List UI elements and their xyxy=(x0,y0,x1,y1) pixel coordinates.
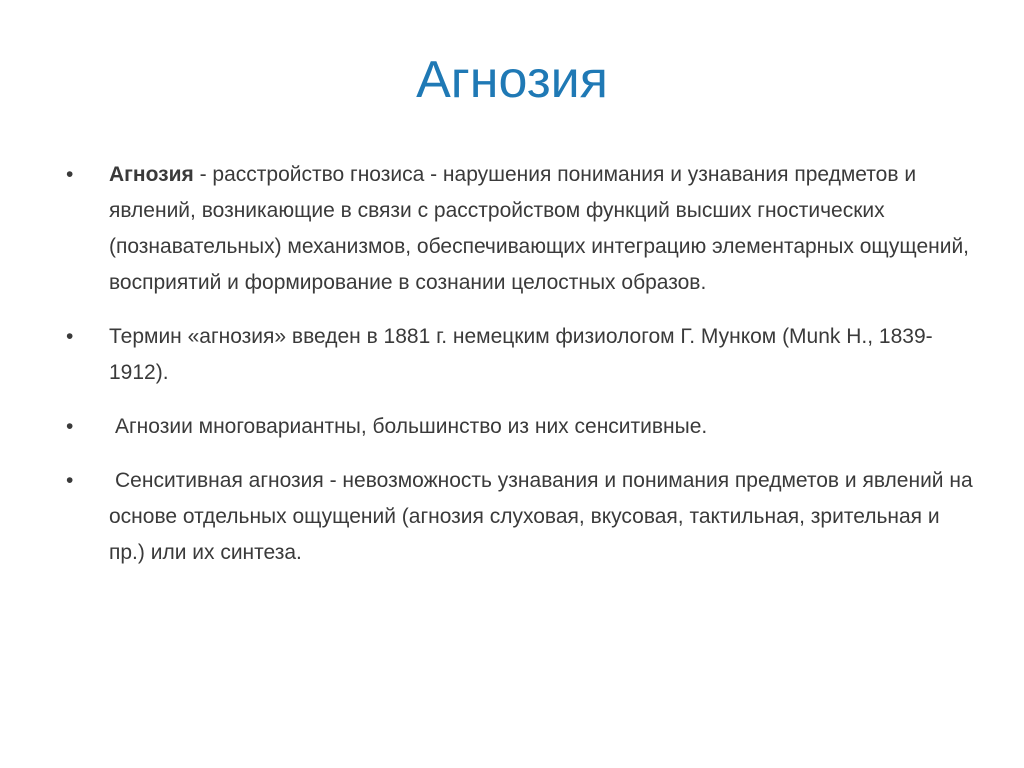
bullet-item-sensitive xyxy=(66,463,978,571)
bullet-icon: • xyxy=(66,469,74,492)
bullet-icon: • xyxy=(66,163,74,186)
slide-title: Агнозия xyxy=(416,51,608,109)
term-origin-text: Термин «агнозия» введен в 1881 г. немецким физиологом Г. Мунком (Munk H., 1839-1912). xyxy=(109,325,933,384)
bullet-item-variants xyxy=(66,409,978,445)
definition-text: - расстройство гнозиса - нарушения понимания и узнавания предметов и явлений, возникающие в связи с расстройством функций высших гностических (познавательных) механизмов, обеспечивающих интеграцию элементарных ощущений, восприятий и формирование в сознании целостных образов. xyxy=(109,163,970,294)
term-bold: Агнозия xyxy=(109,163,194,186)
bullet-item-definition xyxy=(66,157,978,301)
bullet-list xyxy=(66,157,978,571)
bullet-icon: • xyxy=(66,415,74,438)
bullet-item-term-origin xyxy=(66,319,978,391)
variants-text: Агнозии многовариантны, большинство из них сенситивные. xyxy=(115,415,708,438)
sensitive-agnosia-text: Сенситивная агнозия - невозможность узнавания и понимания предметов и явлений на основе отдельных ощущений (агнозия слуховая, вкусовая, тактильная, зрительная и пр.) или их синтеза. xyxy=(109,469,973,564)
bullet-icon: • xyxy=(66,325,74,348)
